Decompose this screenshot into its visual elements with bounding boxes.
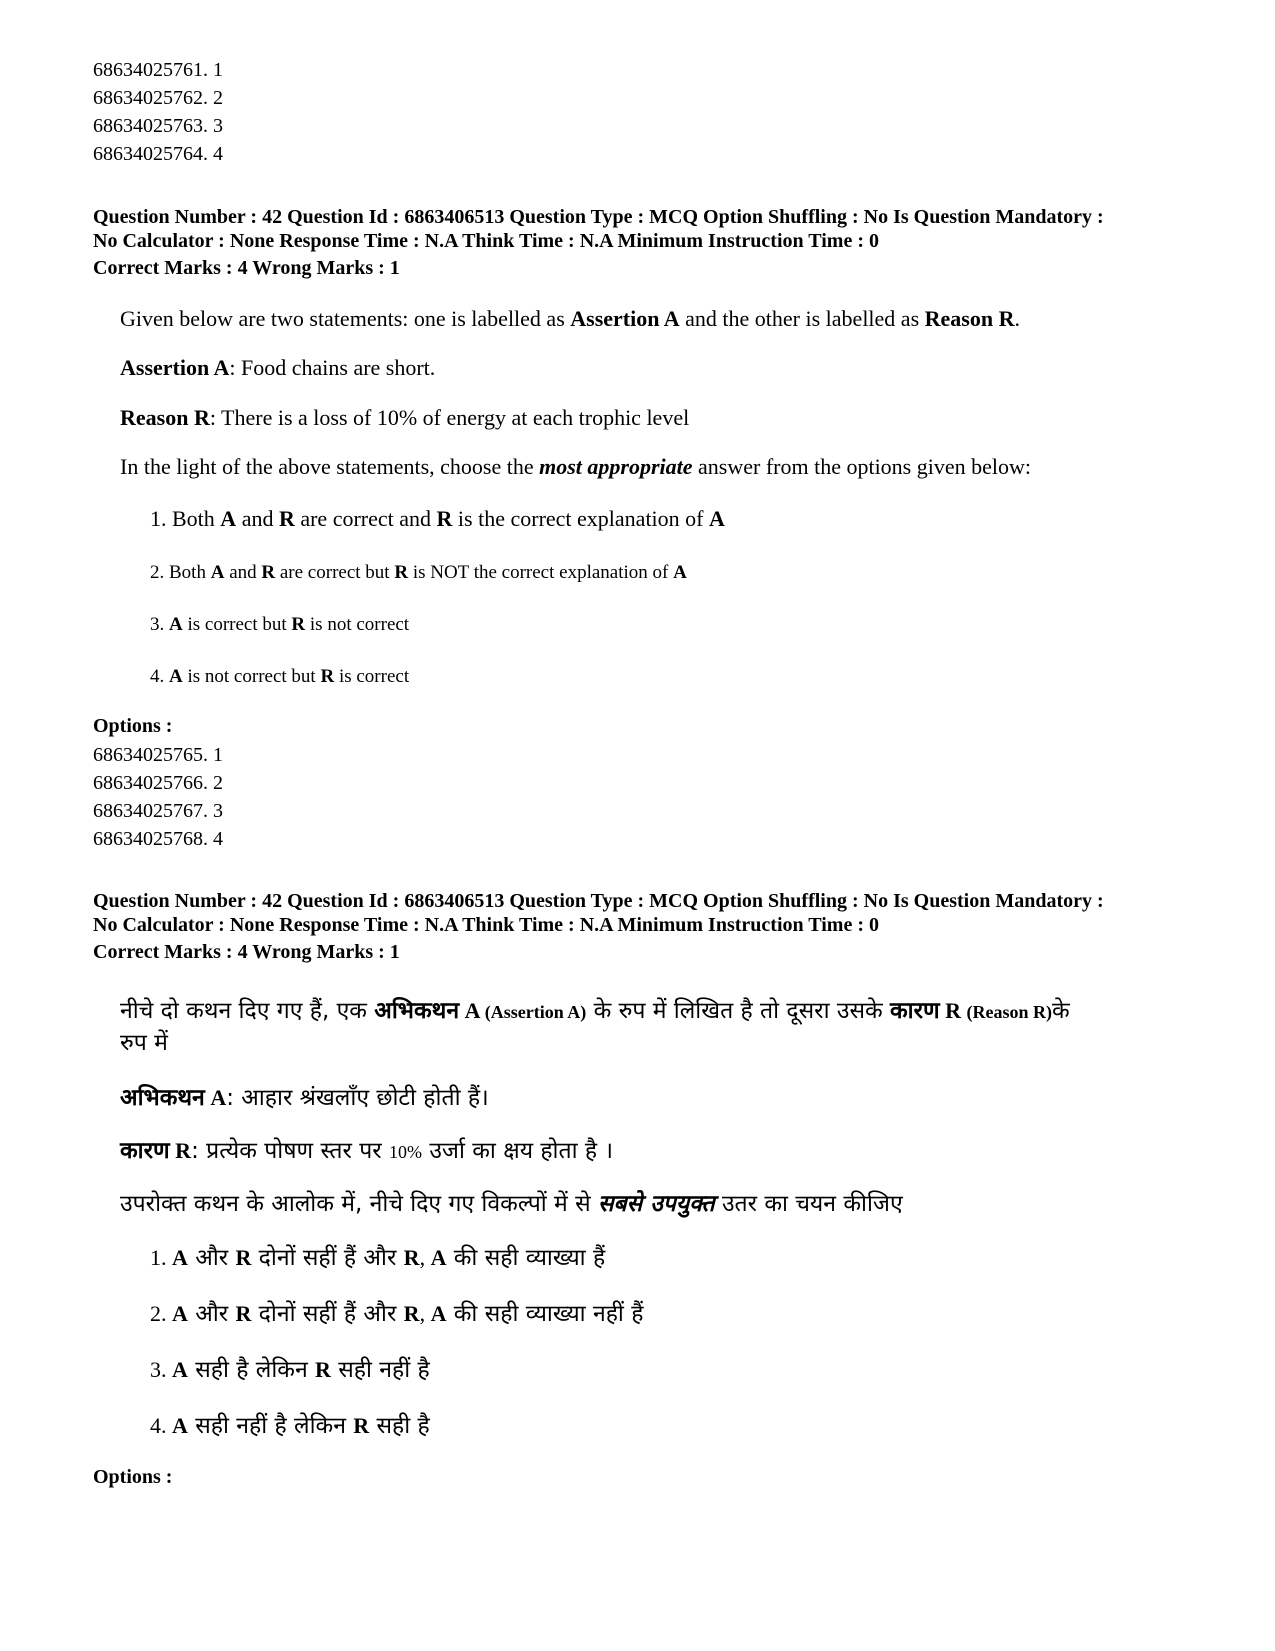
option-line: 68634025767. 3 [93,800,223,822]
answer-choice: 3. A is correct but R is not correct [150,614,410,635]
option-line: 68634025766. 2 [93,772,223,794]
question-meta-line: Question Number : 42 Question Id : 6863406513 Question Type : MCQ Option Shuffling : No Is Question Mandatory : [93,206,1104,228]
reason-statement: कारण R: प्रत्येक पोषण स्तर पर 10% उर्जा का क्षय होता है । [120,1138,614,1164]
assertion-statement: Assertion A: Food chains are short. [120,355,436,380]
answer-choice: 2. Both A and R are correct but R is NOT the correct explanation of A [150,562,687,583]
option-line: 68634025762. 2 [93,87,223,109]
option-line: 68634025763. 3 [93,115,223,137]
question-marks-line: Correct Marks : 4 Wrong Marks : 1 [93,257,400,279]
question-intro: Given below are two statements: one is labelled as Assertion A and the other is labelled as Reason R. [120,306,1020,331]
question-marks-line: Correct Marks : 4 Wrong Marks : 1 [93,941,400,963]
option-line: 68634025768. 4 [93,828,223,850]
answer-choice: 1. A और R दोनों सहीं हैं और R, A की सही व्याख्या हैं [150,1245,606,1271]
answer-choice: 1. Both A and R are correct and R is the correct explanation of A [150,506,725,531]
assertion-statement: अभिकथन A: आहार श्रंखलाँए छोटी होती हैं। [120,1085,489,1111]
question-instruction: In the light of the above statements, choose the most appropriate answer from the options given below: [120,454,1032,479]
question-intro-continued: रुप में [120,1030,168,1056]
question-meta-line: Question Number : 42 Question Id : 6863406513 Question Type : MCQ Option Shuffling : No Is Question Mandatory : [93,890,1104,912]
answer-choice: 2. A और R दोनों सहीं हैं और R, A की सही व्याख्या नहीं हैं [150,1301,644,1327]
question-meta-line: No Calculator : None Response Time : N.A Think Time : N.A Minimum Instruction Time : 0 [93,914,879,936]
options-label: Options : [93,715,173,737]
answer-choice: 4. A is not correct but R is correct [150,666,410,687]
reason-statement: Reason R: There is a loss of 10% of energy at each trophic level [120,405,690,430]
question-meta-line: No Calculator : None Response Time : N.A Think Time : N.A Minimum Instruction Time : 0 [93,230,879,252]
option-line: 68634025765. 1 [93,744,223,766]
question-intro: नीचे दो कथन दिए गए हैं, एक अभिकथन A (Assertion A) के रुप में लिखित है तो दूसरा उसके कारण R (Reason R)के [120,998,1070,1024]
question-instruction: उपरोक्त कथन के आलोक में, नीचे दिए गए विकल्पों में से सबसे उपयुक्त उतर का चयन कीजिए [120,1191,903,1217]
answer-choice: 4. A सही नहीं है लेकिन R सही है [150,1413,430,1439]
option-line: 68634025761. 1 [93,59,223,81]
answer-choice: 3. A सही है लेकिन R सही नहीं है [150,1357,430,1383]
option-line: 68634025764. 4 [93,143,223,165]
options-label: Options : [93,1466,173,1488]
